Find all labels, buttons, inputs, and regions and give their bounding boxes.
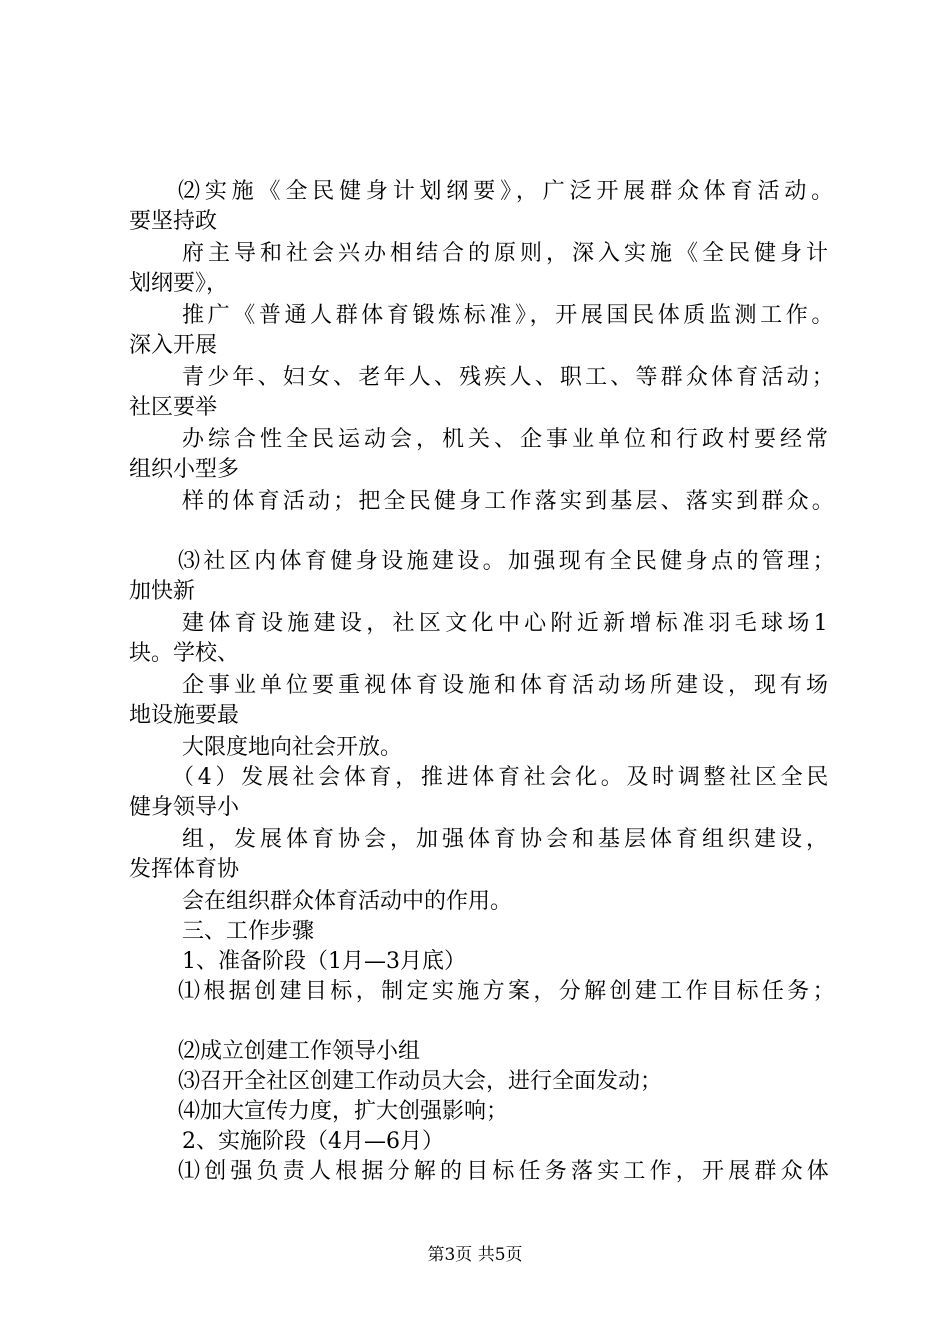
text-line-29: ⑷加大宣传力度，扩大创强影响； [178,1099,509,1124]
text-line-6: 深入开展 [129,333,218,358]
text-line-1: ⑵实施《全民健身计划纲要》，广泛开展群众体育活动。 [178,179,839,204]
text-line-26: ⑴根据创建目标，制定实施方案，分解创建工作目标任务； [178,979,839,1004]
text-line-31: ⑴创强负责人根据分解的目标任务落实工作，开展群众体 [178,1159,834,1184]
text-line-23: 会在组织群众体育活动中的作用。 [182,889,513,914]
text-line-13: 加快新 [129,579,196,604]
text-line-17: 地设施要最 [129,703,240,728]
text-line-21: 组，发展体育协会，加强体育协会和基层体育组织建设， [182,827,833,852]
text-line-18: 大限度地向社会开放。 [182,735,403,760]
section-heading: 三、工作步骤 [182,919,315,944]
text-line-22: 发挥体育协 [129,857,240,882]
text-line-14: 建体育设施建设，社区文化中心附近新增标准羽毛球场1 [182,611,832,636]
text-line-27: ⑵成立创建工作领导小组 [178,1039,421,1064]
text-line-7: 青少年、妇女、老年人、残疾人、职工、等群众体育活动； [182,365,838,390]
text-line-4: 划纲要》， [129,271,229,296]
text-line-10: 组织小型多 [129,457,240,482]
text-line-16: 企事业单位要重视体育设施和体育活动场所建设，现有场 [182,673,833,698]
text-line-11: 样的体育活动；把全民健身工作落实到基层、落实到群众。 [182,489,838,514]
stage-heading-2: 2、实施阶段（4月—6月） [182,1129,444,1154]
text-line-3: 府主导和社会兴办相结合的原则，深入实施《全民健身计 [182,241,833,266]
text-line-8: 社区要举 [129,395,218,420]
text-line-2: 要坚持政 [129,209,218,234]
text-line-15: 块。学校、 [129,641,240,666]
text-line-9: 办综合性全民运动会，机关、企事业单位和行政村要经常 [182,427,833,452]
text-line-28: ⑶召开全社区创建工作动员大会，进行全面发动； [178,1069,663,1094]
text-line-20: 健身领导小 [129,795,240,820]
text-line-19: （4）发展社会体育，推进体育社会化。及时调整社区全民 [172,765,832,790]
text-line-12: ⑶社区内体育健身设施建设。加强现有全民健身点的管理； [178,549,839,574]
page-footer: 第3页 共5页 [427,1245,523,1265]
stage-heading-1: 1、准备阶段（1月—3月底） [182,949,466,974]
text-line-5: 推广《普通人群体育锻炼标准》，开展国民体质监测工作。 [182,303,838,328]
